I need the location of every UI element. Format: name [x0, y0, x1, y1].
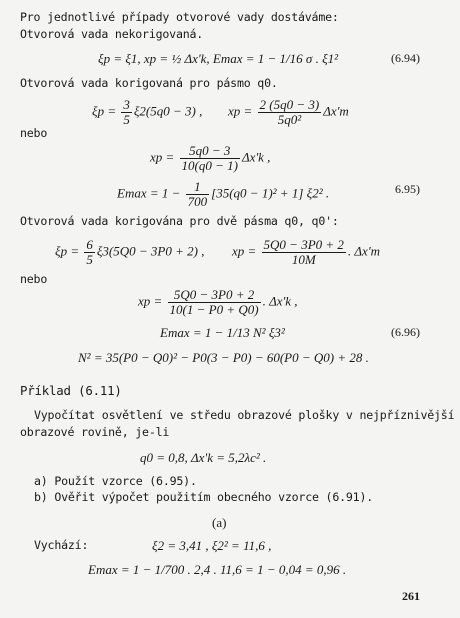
nebo-1: nebo: [20, 126, 48, 140]
eq2b-fraction: [258, 98, 322, 127]
eq5-num: 6: [86, 237, 93, 252]
equation-xi-p-q0: [92, 98, 202, 127]
eq2-lhs: ξp =: [92, 103, 120, 119]
item-b: b) Ověřit výpočet použitím obecného vzorce (6.91).: [34, 490, 374, 504]
vychazi-label: Vychází:: [34, 538, 89, 552]
equation-x-p-two: [232, 238, 380, 267]
final-result: Emax = 1 − 1/700 . 2,4 . 11,6 = 1 − 0,04 = 0,96 .: [88, 562, 347, 577]
eq5-den: 5: [86, 252, 93, 267]
eq2b-rest: Δx'm: [323, 103, 349, 119]
eq5b-num: 5Q0 − 3P0 + 2: [263, 237, 344, 252]
eq5b-rest: . Δx'm: [347, 243, 380, 259]
eq3-rest: Δx'k ,: [241, 149, 271, 165]
eq2b-num: 2 (5q0 − 3): [259, 97, 320, 112]
korig-two-heading: Otvorová vada korigována pro dvě pásma q0, q0':: [20, 214, 339, 228]
equation-6-96: Emax = 1 − 1/13 N² ξ3²: [160, 325, 285, 340]
eq3-den: 10(q0 − 1): [181, 158, 238, 173]
equation-6-95: [117, 180, 329, 209]
vychazi-values: ξ2 = 3,41 , ξ2² = 11,6 ,: [152, 538, 272, 553]
eq5b-fraction: [262, 238, 346, 267]
eq4-lhs: Emax = 1 −: [117, 185, 184, 201]
eq6-num: 5Q0 − 3P0 + 2: [168, 288, 261, 303]
example-title: Příklad (6.11): [20, 383, 122, 398]
given-values: q0 = 0,8, Δx'k = 5,2λc² .: [140, 450, 267, 465]
eq2b-lhs: xp =: [228, 103, 256, 119]
eq3-lhs: xp =: [150, 149, 178, 165]
eq4-num: 1: [186, 180, 210, 195]
eq2-rest: ξ2(5q0 − 3) ,: [133, 103, 203, 119]
eq6-rest: . Δx'k ,: [262, 293, 298, 309]
equation-number-6-95: 6.95): [395, 182, 420, 196]
eq3-fraction: [180, 144, 240, 173]
eq5-rest: ξ3(5Q0 − 3P0 + 2) ,: [96, 243, 205, 259]
equation-number-6-96: (6.96): [391, 325, 420, 339]
equation-6-94: ξp = ξ1, xp = ½ Δx'k, Emax = 1 − 1/16 σ . ξ1²: [98, 51, 339, 66]
page-number: 261: [402, 589, 420, 603]
eq5-fraction: [84, 238, 95, 267]
eq6-lhs: xp =: [138, 293, 166, 309]
task-line-1: Vypočítat osvětlení ve středu obrazové plošky v nejpříznivější: [34, 408, 455, 422]
eq2-num: 3: [123, 97, 130, 112]
eq4-rest: [35(q0 − 1)² + 1] ξ2² .: [211, 185, 330, 201]
task-line-2: obrazové rovině, je-li: [20, 425, 170, 439]
eq6-fraction: [168, 288, 261, 317]
eq2-fraction: [121, 98, 132, 127]
equation-x-p-k: [150, 144, 270, 173]
eq4-fraction: [186, 180, 210, 209]
eq2-den: 5: [123, 112, 130, 127]
equation-x-p-k-two: [138, 288, 298, 317]
eq5b-den: 10M: [291, 252, 316, 267]
intro-line-2: Otvorová vada nekorigovaná.: [20, 27, 204, 41]
item-a: a) Použít vzorce (6.95).: [34, 474, 197, 488]
subsection-a: (a): [212, 515, 227, 530]
nebo-2: nebo: [20, 272, 48, 286]
eq5-lhs: ξp =: [55, 243, 83, 259]
eq4-den: 700: [187, 194, 208, 209]
eq2b-den: 5q0²: [277, 112, 302, 127]
equation-number-6-94: (6.94): [391, 51, 420, 65]
equation-n-squared: N² = 35(P0 − Q0)² − P0(3 − P0) − 60(P0 − Q0) + 28 .: [78, 350, 369, 365]
intro-line-1: Pro jednotlivé případy otvorové vady dostáváme:: [20, 10, 339, 24]
eq3-num: 5q0 − 3: [180, 144, 240, 159]
equation-xi-p-two: [55, 238, 204, 267]
korig-q0-heading: Otvorová vada korigovaná pro pásmo q0.: [20, 76, 278, 90]
eq5b-lhs: xp =: [232, 243, 260, 259]
equation-x-p-q0: [228, 98, 349, 127]
eq6-den: 10(1 − P0 + Q0): [169, 302, 259, 317]
